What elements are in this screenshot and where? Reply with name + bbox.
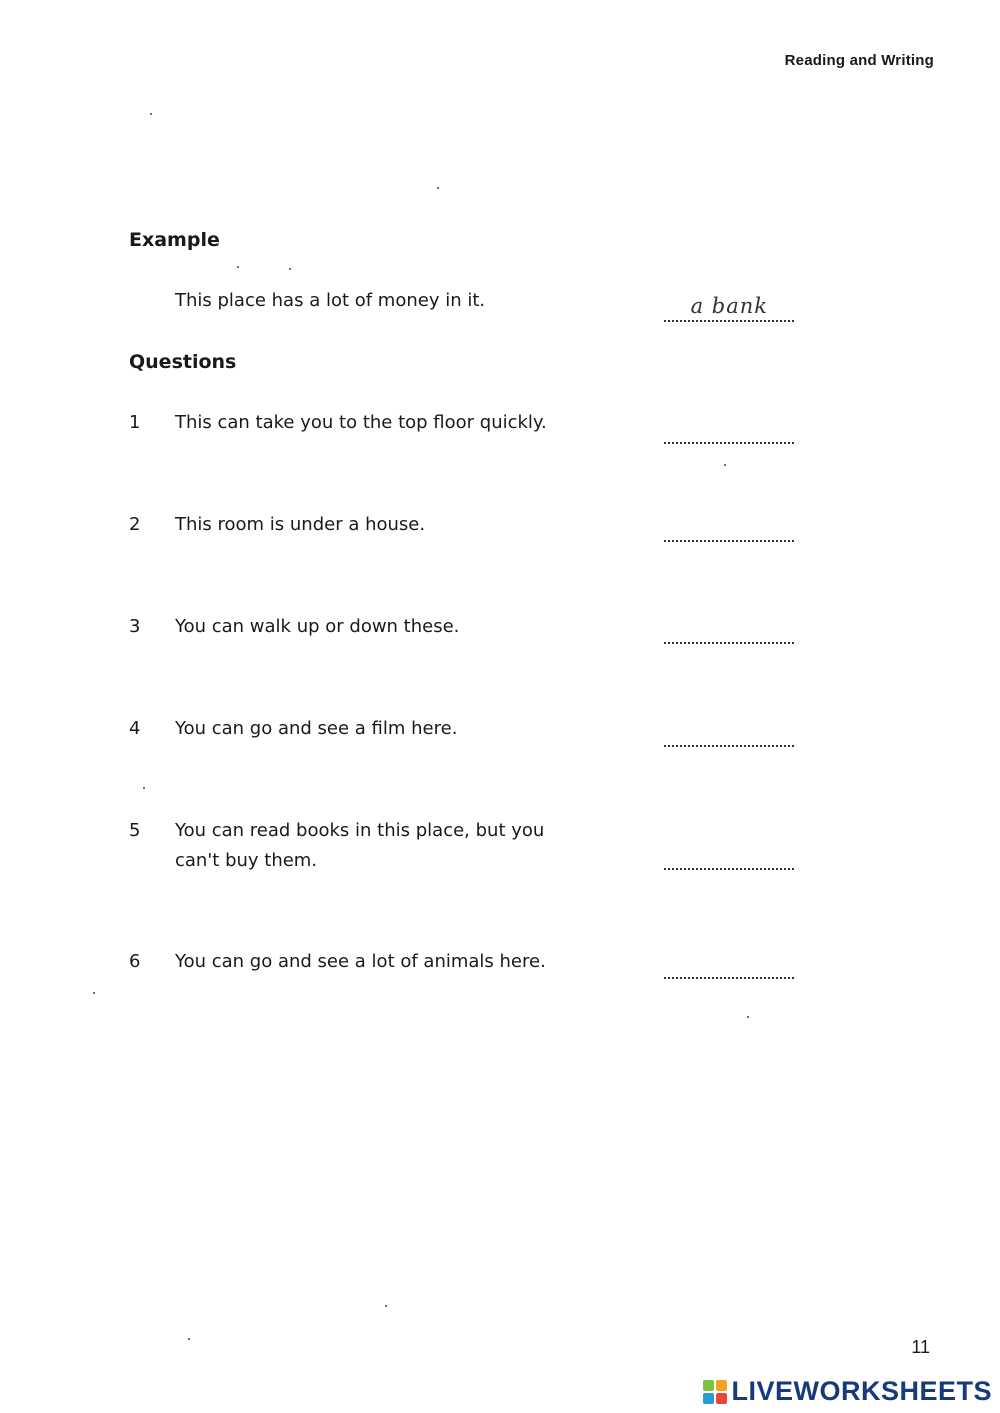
question-text: This can take you to the top floor quickly. — [175, 412, 547, 433]
scan-speck — [289, 268, 291, 270]
question-row-2 — [129, 514, 794, 574]
question-row-3 — [129, 616, 794, 676]
question-number: 4 — [129, 718, 141, 739]
question-number: 2 — [129, 514, 141, 535]
question-number: 5 — [129, 820, 141, 841]
example-heading: Example — [129, 229, 220, 251]
question-row-4 — [129, 718, 794, 778]
question-number: 3 — [129, 616, 141, 637]
liveworksheets-logo-icon — [703, 1380, 727, 1404]
scan-speck — [747, 1016, 749, 1018]
answer-blank-6[interactable] — [664, 955, 794, 979]
question-number: 6 — [129, 951, 141, 972]
scan-speck — [93, 992, 95, 994]
answer-blank-2[interactable] — [664, 518, 794, 542]
scan-speck — [385, 1305, 387, 1307]
scan-speck — [237, 266, 239, 268]
brand-name: LIVEWORKSHEETS — [731, 1376, 992, 1406]
question-row-6 — [129, 951, 794, 1011]
question-text: You can read books in this place, but you can't buy them. — [175, 820, 545, 871]
question-row-1 — [129, 412, 794, 472]
question-number: 1 — [129, 412, 141, 433]
questions-heading: Questions — [129, 351, 237, 373]
example-answer: a bank — [690, 294, 768, 318]
scan-speck — [150, 113, 152, 115]
page-number: 11 — [911, 1337, 930, 1357]
example-answer-line — [664, 294, 794, 322]
answer-blank-4[interactable] — [664, 723, 794, 747]
scan-speck — [437, 187, 439, 189]
answer-blank-1[interactable] — [664, 420, 794, 444]
question-text: This room is under a house. — [175, 514, 426, 535]
page-header-title: Reading and Writing — [784, 52, 934, 69]
question-text: You can go and see a lot of animals here. — [175, 951, 546, 972]
question-text: You can walk up or down these. — [175, 616, 460, 637]
answer-blank-5[interactable] — [664, 846, 794, 870]
scan-speck — [188, 1338, 190, 1340]
question-row-5 — [129, 816, 794, 896]
answer-blank-3[interactable] — [664, 620, 794, 644]
footer-brand — [703, 1376, 992, 1407]
example-row — [129, 290, 794, 350]
question-text: You can go and see a film here. — [175, 718, 458, 739]
example-text: This place has a lot of money in it. — [175, 290, 486, 311]
scan-speck — [143, 787, 145, 789]
